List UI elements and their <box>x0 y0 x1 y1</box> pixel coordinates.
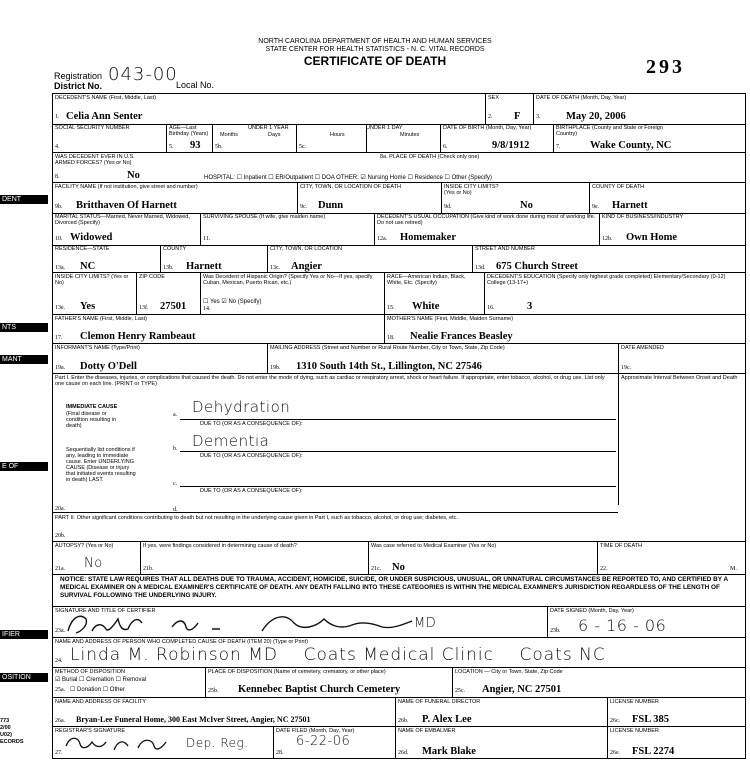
informant-address: 1310 South 14th St., Lillington, NC 27546 <box>296 361 482 372</box>
field-number: c. <box>173 481 178 487</box>
residence-zip: 27501 <box>160 301 187 312</box>
date-filed: 6-22-06 <box>296 734 351 749</box>
sex-value: F <box>514 111 521 122</box>
decedent-name: Celia Ann Senter <box>66 111 143 122</box>
field-label: BIRTHPLACE (County and State or Foreign Country) <box>556 125 663 137</box>
field-label: CITY, TOWN, OR LOCATION <box>270 246 343 252</box>
field-label: DATE AMENDED <box>621 345 664 351</box>
field-number: 19a. <box>55 365 66 371</box>
field-number: 12a. <box>377 236 388 242</box>
field-label: DATE OF BIRTH (Month, Day, Year) <box>443 125 532 131</box>
immediate-note: (Final disease or condition resulting in death) <box>66 411 117 429</box>
city-of-death: Dunn <box>318 200 344 211</box>
due-to-label: DUE TO (OR AS A CONSEQUENCE OF): <box>200 421 303 427</box>
time-unit: M. <box>730 566 737 572</box>
field-label: TIME OF DEATH <box>600 543 643 549</box>
field-label: Days <box>268 132 281 138</box>
field-label: REGISTRAR'S SIGNATURE <box>55 728 126 734</box>
field-number: a. <box>173 412 178 418</box>
field-label: KIND OF BUSINESS/INDUSTRY <box>602 214 684 220</box>
field-number: 18. <box>387 335 395 341</box>
business: Own Home <box>626 232 678 243</box>
field-number: 19b. <box>270 365 281 371</box>
field-number: 10. <box>55 236 63 242</box>
field-number: 15. <box>387 305 395 311</box>
field-label: LICENSE NUMBER <box>610 699 659 705</box>
part2-instructions: PART II. Other significant conditions contributing to death but not resulting in the underlying cause given in Part I, such as tobacco, alcohol, or drug use; diabetes, etc. <box>55 515 458 521</box>
field-label: SEX <box>488 95 500 101</box>
form-code: 773 <box>0 718 10 724</box>
hispanic-options: ☐ Yes ☑ No (Specify) <box>203 299 262 305</box>
field-label: CITY, TOWN, OR LOCATION OF DEATH <box>300 184 401 190</box>
field-label: DATE SIGNED (Month, Day, Year) <box>550 608 634 614</box>
residence-state: NC <box>80 261 96 272</box>
page-title: CERTIFICATE OF DEATH <box>303 54 447 68</box>
field-number: 9b. <box>55 204 63 210</box>
field-label: DECEDENT'S EDUCATION (Specify only highest grade completed) Elementary/Secondary (0-12) College (13-17+) <box>487 274 726 286</box>
field-number: 26e. <box>610 750 621 756</box>
marital-status: Widowed <box>70 232 113 243</box>
field-label: NAME OF FUNERAL DIRECTOR <box>398 699 481 705</box>
facility-name: Britthaven Of Harnett <box>76 200 177 211</box>
field-number: 9d. <box>444 204 452 210</box>
county-of-death: Harnett <box>612 200 648 211</box>
field-number: 8. <box>55 174 60 180</box>
immediate-cause: Dehydration <box>192 398 291 416</box>
field-label: FACILITY NAME (If not institution, give street and number) <box>55 184 198 190</box>
field-label: DECEDENT'S USUAL OCCUPATION (Give kind of work done during most of working life. Do not use retired) <box>377 214 596 226</box>
field-number: 27. <box>55 750 63 756</box>
field-label: SIGNATURE AND TITLE OF CERTIFIER <box>55 608 156 614</box>
field-label: LOCATION — City or Town, State, Zip Code <box>455 669 563 675</box>
field-number: 9c. <box>300 204 308 210</box>
field-label: Hours <box>330 132 345 138</box>
immediate-cause-label: IMMEDIATE CAUSE <box>66 404 118 410</box>
field-label: INSIDE CITY LIMITS? (Yes or No) <box>55 274 129 286</box>
residence-city: Angier <box>291 261 322 272</box>
district-label: District No. <box>54 81 103 91</box>
form-code: ECORDS <box>0 739 24 745</box>
field-label: UNDER 1 DAY <box>366 125 403 131</box>
field-label: WAS DECEDENT EVER IN U.S. ARMED FORCES? (Yes or No) <box>55 154 135 166</box>
field-label: COUNTY OF DEATH <box>592 184 645 190</box>
embalmer-name: Mark Blake <box>422 746 476 757</box>
field-number: 12b. <box>602 236 613 242</box>
notice-text: NOTICE: STATE LAW REQUIRES THAT ALL DEATHS DUE TO TRAUMA, ACCIDENT, HOMICIDE, SUICIDE, OR UNDER SUSPICIOUS, UNUSUAL, OR UNNATURAL CIRCUMSTANCES BE REPORTED TO, AND CERTIFIED BY A MEDICAL EXAMINER ON A MEDICAL EXAMINER'S CERTIFICATE OF DEATH. ANY DEATH FALLING INTO THESE CATEGORIES IS WITHIN THE MEDICAL EXAMINER'S JURISDICTION REGARDLESS OF THE LENGTH OF SURVIVAL FOLLOWING THE UNDERLYING INJURY. <box>60 576 728 599</box>
field-label: UNDER 1 YEAR <box>248 125 289 131</box>
field-number: 1. <box>55 114 60 120</box>
field-number: 23b. <box>550 628 561 634</box>
field-number: 6. <box>443 144 448 150</box>
due-to-label: DUE TO (OR AS A CONSEQUENCE OF): <box>200 488 303 494</box>
residence-county: Harnett <box>186 261 222 272</box>
field-number: 5b. <box>215 144 223 150</box>
field-label: INFORMANT'S NAME (Type/Print) <box>55 345 140 351</box>
field-number: 26a. <box>55 718 66 724</box>
occupation: Homemaker <box>400 232 456 243</box>
dept-header: NORTH CAROLINA DEPARTMENT OF HEALTH AND HUMAN SERVICES <box>258 38 492 45</box>
form-code: 2/00 <box>0 725 11 731</box>
certifier-title: MD <box>414 616 437 631</box>
field-label: Months <box>220 132 239 138</box>
field-number: 4. <box>55 144 60 150</box>
date-of-birth: 9/8/1912 <box>492 140 530 151</box>
certifier-name-address: Linda M. Robinson MD Coats Medical Clinic Coats NC <box>70 645 606 665</box>
field-number: 5. <box>169 144 174 150</box>
field-number: 23a. <box>55 628 66 634</box>
field-label: NAME AND ADDRESS OF FACILITY <box>55 699 147 705</box>
field-number: 19c. <box>621 365 632 371</box>
field-number: 13f. <box>139 305 149 311</box>
registrar-signature <box>62 730 182 756</box>
disposition-options: ☑ Burial ☐ Cremation ☐ Removal <box>55 677 147 683</box>
certifier-signature <box>62 609 432 637</box>
field-number: d. <box>173 507 178 513</box>
autopsy-value: No <box>84 556 103 571</box>
field-label: If yes, were findings considered in determining cause of death? <box>143 543 297 549</box>
field-number: 3. <box>536 114 541 120</box>
field-label: METHOD OF DISPOSITION <box>55 669 125 675</box>
field-number: 20b. <box>55 533 66 539</box>
field-number: 13d. <box>475 265 486 271</box>
date-of-death: May 20, 2006 <box>566 111 626 122</box>
field-number: 7. <box>556 144 561 150</box>
director-license: FSL 385 <box>632 714 670 725</box>
field-number: 22. <box>600 566 608 572</box>
field-number: 26d. <box>398 750 409 756</box>
field-label: DECEDENT'S NAME (First, Middle, Last) <box>55 95 156 101</box>
field-number: 21c. <box>371 566 382 572</box>
field-label: MARITAL STATUS—Married, Never Married, Widowed, Divorced (Specify) <box>55 214 190 226</box>
field-number: 11. <box>203 236 211 242</box>
certificate-number: 293 <box>646 56 685 78</box>
field-number: 2. <box>488 114 493 120</box>
field-number: 26c. <box>610 718 621 724</box>
field-number: b. <box>173 446 178 452</box>
field-number: 25c. <box>455 688 466 694</box>
field-label: SOCIAL SECURITY NUMBER <box>55 125 130 131</box>
funeral-director: P. Alex Lee <box>422 714 472 725</box>
residence-street: 675 Church Street <box>496 261 578 272</box>
place-of-death-options: HOSPITAL: ☐ Inpatient ☐ ER/Outpatient ☐ DOA OTHER: ☑ Nursing Home ☐ Residence ☐ Other (Specify) <box>204 175 492 181</box>
field-number: 13a. <box>55 265 66 271</box>
field-label: RESIDENCE—STATE <box>55 246 110 252</box>
form-code: U02) <box>0 732 12 738</box>
field-number: 25a. <box>55 687 66 693</box>
field-number: 9e. <box>592 204 600 210</box>
field-label: DATE FILED (Month, Day, Year) <box>276 728 355 734</box>
field-number: 21a. <box>55 566 66 572</box>
center-header: STATE CENTER FOR HEALTH STATISTICS - N. C. VITAL RECORDS <box>265 46 485 53</box>
field-label: MAILING ADDRESS (Street and Number or Rural Route Number, City or Town, State, Zip Code) <box>270 345 505 351</box>
field-number: 5c. <box>299 144 307 150</box>
field-label: STREET AND NUMBER <box>475 246 535 252</box>
disposition-location: Angier, NC 27501 <box>482 684 562 695</box>
field-number: 21b. <box>143 566 154 572</box>
race: White <box>412 301 440 312</box>
due-to-label: DUE TO (OR AS A CONSEQUENCE OF): <box>200 453 303 459</box>
armed-forces: No <box>127 170 140 181</box>
registration-label: Registration <box>54 71 103 81</box>
place-of-disposition: Kennebec Baptist Church Cemetery <box>238 684 401 695</box>
sequential-note: Sequentially list conditions if any, leading to immediate cause. Enter UNDERLYING CAUSE (Disease or injury that initiated events resulting in death) LAST. <box>66 447 136 483</box>
field-number: 16. <box>487 305 495 311</box>
field-label: Was case referred to Medical Examiner (Yes or No) <box>371 543 497 549</box>
funeral-home: Bryan-Lee Funeral Home, 300 East McIver Street, Angier, NC 27501 <box>76 715 311 724</box>
field-label: 8a. PLACE OF DEATH (Check only one) <box>380 154 480 160</box>
inside-city-limits: No <box>520 200 533 211</box>
local-no-label: Local No. <box>176 80 215 90</box>
field-label: LICENSE NUMBER <box>610 728 659 734</box>
field-label: AGE—Last Birthday (Years) <box>169 125 209 137</box>
interval-label: Approximate Interval Between Onset and Death <box>621 375 738 381</box>
field-number: 24. <box>55 658 63 664</box>
field-number: 14. <box>203 306 211 312</box>
father-name: Clemon Henry Rambeaut <box>80 331 196 342</box>
margin-tab: OSITION <box>0 673 48 682</box>
mother-name: Nealie Frances Beasley <box>410 331 513 342</box>
field-number: 25b. <box>208 688 219 694</box>
field-label: INSIDE CITY LIMITS? (Yes or No) <box>444 184 499 196</box>
registration-number: 043-00 <box>108 64 178 85</box>
birthplace: Wake County, NC <box>590 140 672 151</box>
date-signed: 6 - 16 - 06 <box>578 616 667 635</box>
field-label: FATHER'S NAME (First, Middle, Last) <box>55 316 148 322</box>
field-label: RACE—American Indian, Black, White, Etc. (Specify) <box>387 274 466 286</box>
field-label: NAME OF EMBALMER <box>398 728 456 734</box>
disposition-options: ☐ Donation ☐ Other <box>70 687 125 693</box>
field-label: DATE OF DEATH (Month, Day, Year) <box>536 95 627 101</box>
field-label: Was Decedent of Hispanic Origin? (Specify Yes or No—If yes, specify Cuban, Mexican, Puerto Rican, etc.) <box>203 274 373 286</box>
field-number: 20a. <box>55 506 66 512</box>
residence-inside-city: Yes <box>80 301 96 312</box>
field-label: COUNTY <box>163 246 187 252</box>
field-label: ZIP CODE <box>139 274 165 280</box>
field-number: 17. <box>55 335 63 341</box>
margin-tab: DENT <box>0 195 48 204</box>
margin-tab: MANT <box>0 355 48 364</box>
registrar-title: Dep. Reg. <box>186 736 249 750</box>
field-number: 26b. <box>398 718 409 724</box>
education: 3 <box>527 301 533 312</box>
field-label: SURVIVING SPOUSE (If wife, give maiden name) <box>203 214 326 220</box>
margin-tab: NTS <box>0 323 48 332</box>
field-label: Minutes <box>400 132 420 138</box>
underlying-cause-b: Dementia <box>192 432 270 450</box>
field-label: AUTOPSY? (Yes or No) <box>55 543 114 549</box>
field-number: 13c. <box>270 265 281 271</box>
field-label: MOTHER'S NAME (First, Middle, Maiden Surname) <box>387 316 514 322</box>
medical-examiner-value: No <box>392 562 405 573</box>
margin-tab: IFIER <box>0 630 48 639</box>
embalmer-license: FSL 2274 <box>632 746 675 757</box>
part1-instructions: Part I. Enter the diseases, injuries, or complications that caused the death. Do not enter the mode of dying, such as cardiac or respiratory arrest, shock or heart failure. If appropriate, enter tobacco, alcohol, or drug use. List only one cause on each line. (PRINT or TYPE) <box>55 375 605 387</box>
field-label: NAME AND ADDRESS OF PERSON WHO COMPLETED CAUSE OF DEATH (ITEM 20) (Type or Print) <box>55 639 308 645</box>
field-label: PLACE OF DISPOSITION (Name of cemetery, crematory, or other place) <box>208 669 386 675</box>
field-number: 13e. <box>55 305 66 311</box>
informant-name: Dotty O'Dell <box>80 361 137 372</box>
field-number: 28. <box>276 750 284 756</box>
margin-tab: E OF <box>0 462 48 471</box>
field-number: 13b. <box>163 265 174 271</box>
age-years: 93 <box>190 140 201 151</box>
